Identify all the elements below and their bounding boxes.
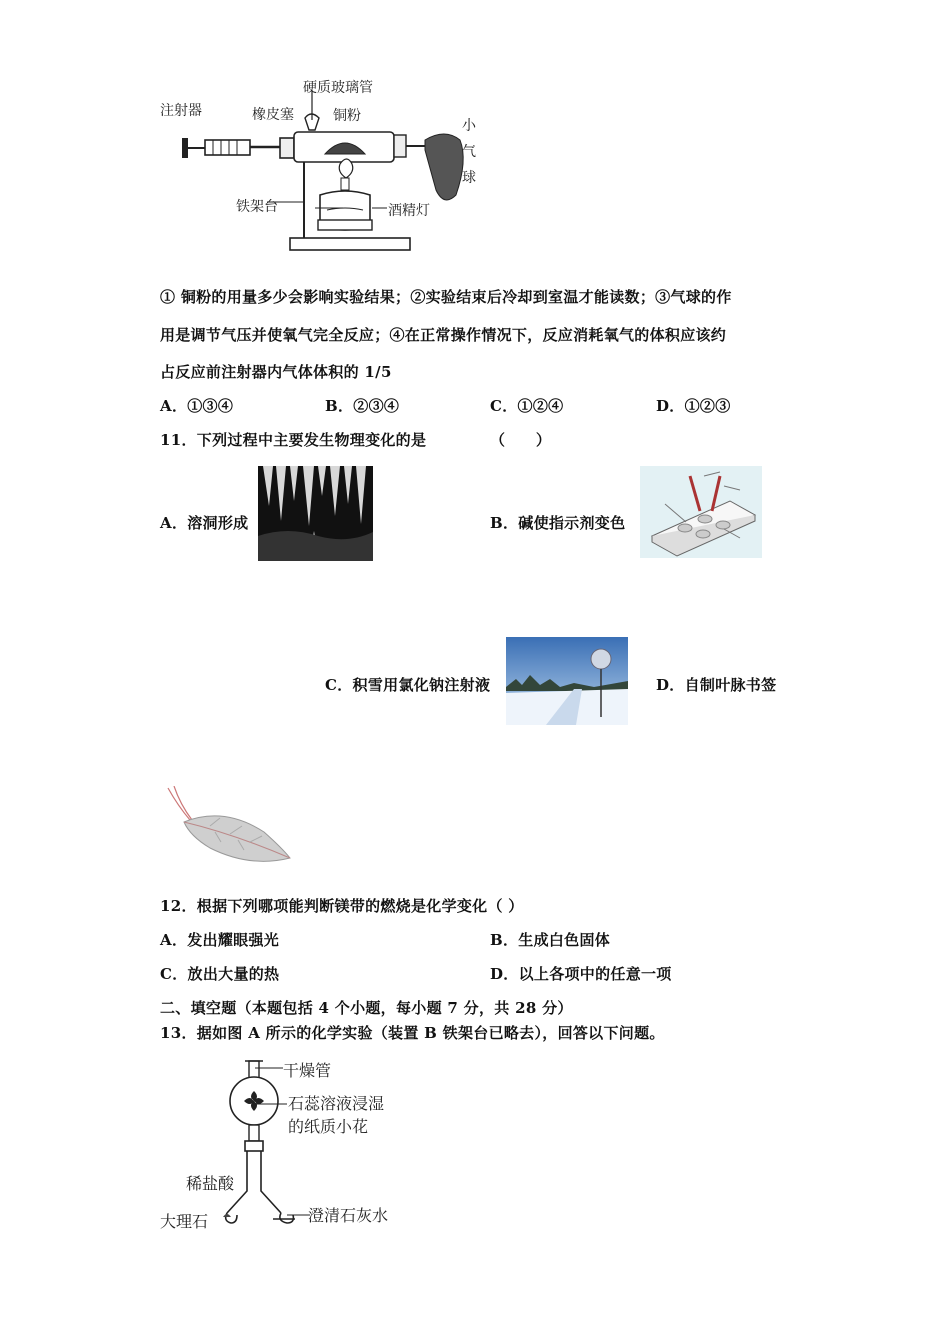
snow-road-image [506,637,628,725]
q13-stem: 13．据如图 A 所示的化学实验（装置 B 铁架台已略去），回答以下问题。 [160,1024,665,1042]
apparatus-figure [155,70,495,260]
label-stopper: 橡皮塞 [252,107,294,123]
label-litmus-flower-line-1: 石蕊溶液浸湿 [288,1094,385,1113]
q11-option-d: D．自制叶脉书签 [656,676,777,694]
q10-option-b: B．②③④ [325,397,400,415]
label-copper-powder: 铜粉 [333,108,361,124]
label-dilute-hcl: 稀盐酸 [186,1174,235,1193]
q10-statement-line-2: 用是调节气压并使氧气完全反应；④在正常操作情况下，反应消耗氧气的体积应该约 [160,326,727,344]
cave-image [258,466,373,561]
leaf-bookmark-image [160,786,292,871]
q10-option-c: C．①②④ [490,397,564,415]
label-syringe: 注射器 [160,103,202,119]
q12-option-a: A．发出耀眼强光 [160,931,280,949]
label-litmus-flower-line-2: 的纸质小花 [288,1117,369,1136]
spot-plate-image [640,466,762,558]
q11-answer-paren: （ ） [490,431,552,449]
label-balloon-char-3: 球 [462,170,476,186]
label-drying-tube: 干燥管 [283,1061,332,1080]
q11-option-a: A．溶洞形成 [160,514,249,532]
q11-option-c: C．积雪用氯化钠注射液 [325,676,491,694]
apparatus-drawing [155,70,495,260]
label-balloon-char-1: 小 [462,118,476,134]
q10-statement-line-1: ① 铜粉的用量多少会影响实验结果；②实验结束后冷却到室温才能读数；③气球的作 [160,288,732,306]
q10-statement-line-3: 占反应前注射器内气体体积的 1/5 [160,363,392,381]
label-glass-tube: 硬质玻璃管 [303,80,373,96]
label-marble: 大理石 [160,1212,209,1231]
q12-option-c: C．放出大量的热 [160,965,280,983]
q12-option-b: B．生成白色固体 [490,931,611,949]
q11-stem: 11．下列过程中主要发生物理变化的是 [160,431,427,449]
label-balloon-char-2: 气 [462,144,476,160]
q12-stem: 12．根据下列哪项能判断镁带的燃烧是化学变化（ ） [160,897,524,915]
label-limewater: 澄清石灰水 [308,1206,389,1225]
pointer-lines [255,1060,315,1220]
label-balloon [462,113,476,191]
q10-option-a: A．①③④ [160,397,234,415]
label-alcohol-lamp: 酒精灯 [388,203,430,219]
label-iron-stand: 铁架台 [236,199,278,215]
q10-option-d: D．①②③ [656,397,731,415]
q11-option-b: B．碱使指示剂变色 [490,514,626,532]
q12-option-d: D．以上各项中的任意一项 [490,965,672,983]
section-2-title: 二、填空题（本题包括 4 个小题，每小题 7 分，共 28 分） [160,999,573,1017]
